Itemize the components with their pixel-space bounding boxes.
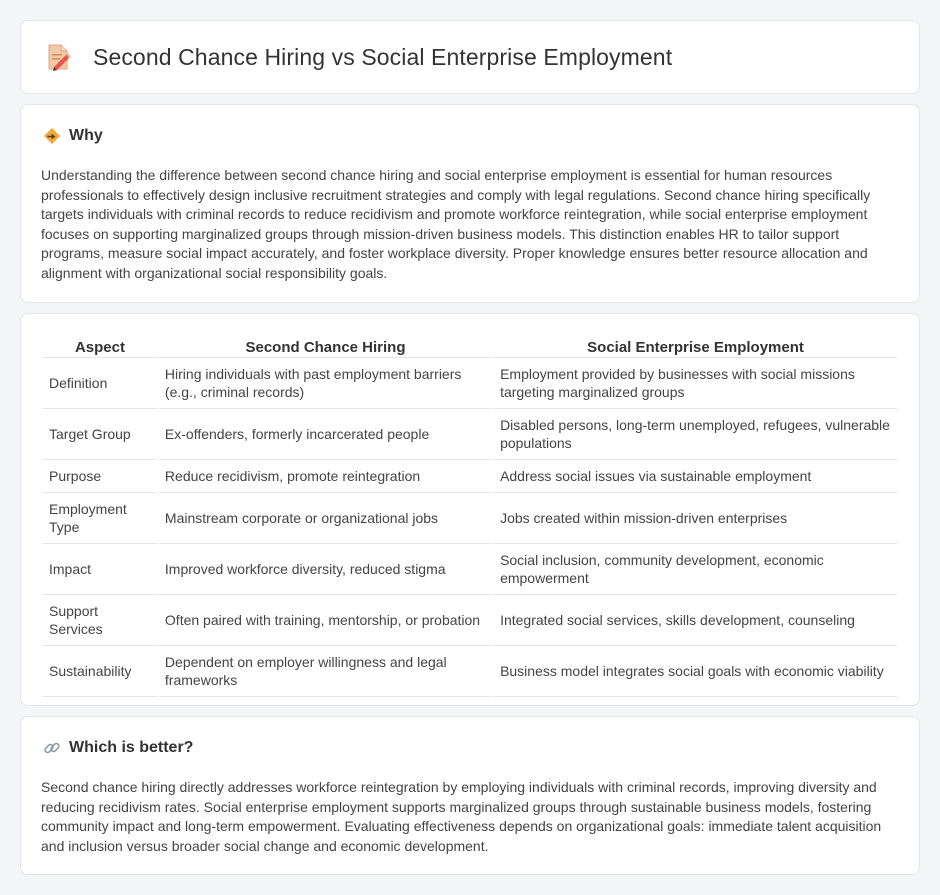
better-text: Second chance hiring directly addresses workforce reintegration by employing individuals with criminal records, improving diversity and reducing recidivism rates. Social enterprise employment supports marginalized groups through sustainable business models, fostering community impact and long-term empowerment. Evaluating effectiveness depends on organizational goals: immediate talent acquisition and inclusion versus broader social change and economic development.: [41, 779, 882, 854]
social-enterprise-cell: Address social issues via sustainable employment: [494, 460, 897, 493]
social-enterprise-cell: Social inclusion, community development, economic empowerment: [494, 544, 897, 595]
social-enterprise-cell: Jobs created within mission-driven enterprises: [494, 493, 897, 544]
second-chance-cell: Improved workforce diversity, reduced stigma: [159, 544, 492, 595]
second-chance-cell: Dependent on employer willingness and legal frameworks: [159, 646, 492, 697]
aspect-cell: Support Services: [43, 595, 157, 646]
table-row: [43, 460, 897, 493]
table-row: [43, 358, 897, 409]
why-title: Why: [69, 127, 103, 144]
table-header-row: [43, 334, 897, 358]
social-enterprise-cell: Business model integrates social goals with economic viability: [494, 646, 897, 697]
social-enterprise-cell: Employment provided by businesses with social missions targeting marginalized groups: [494, 358, 897, 409]
header-aspect: Aspect: [43, 334, 157, 358]
comparison-table: [41, 334, 899, 697]
second-chance-cell: Often paired with training, mentorship, or probation: [159, 595, 492, 646]
header-social-enterprise: Social Enterprise Employment: [494, 334, 897, 358]
aspect-cell: Sustainability: [43, 646, 157, 697]
title-card: [20, 20, 920, 94]
table-row: [43, 544, 897, 595]
aspect-cell: Target Group: [43, 409, 157, 460]
better-section: [20, 716, 920, 875]
social-enterprise-cell: Disabled persons, long-term unemployed, refugees, vulnerable populations: [494, 409, 897, 460]
aspect-cell: Purpose: [43, 460, 157, 493]
why-heading: [43, 127, 103, 145]
second-chance-cell: Reduce recidivism, promote reintegration: [159, 460, 492, 493]
social-enterprise-cell: Integrated social services, skills development, counseling: [494, 595, 897, 646]
better-title: Which is better?: [69, 739, 194, 756]
why-section: [20, 104, 920, 303]
table-row: [43, 646, 897, 697]
table-row: [43, 409, 897, 460]
header-second-chance: Second Chance Hiring: [159, 334, 492, 358]
link-icon: [43, 739, 61, 757]
better-heading: [43, 739, 193, 757]
page-title: Second Chance Hiring vs Social Enterprise Employment: [93, 43, 673, 70]
aspect-cell: Impact: [43, 544, 157, 595]
comparison-section: [20, 313, 920, 706]
second-chance-cell: Mainstream corporate or organizational jobs: [159, 493, 492, 544]
table-row: [43, 595, 897, 646]
second-chance-cell: Hiring individuals with past employment barriers (e.g., criminal records): [159, 358, 492, 409]
second-chance-cell: Ex-offenders, formerly incarcerated people: [159, 409, 492, 460]
document-pencil-icon: [45, 43, 71, 71]
diamond-signpost-icon: [43, 127, 61, 145]
why-text: Understanding the difference between second chance hiring and social enterprise employment is essential for human resources professionals to effectively design inclusive recruitment strategies and comply with legal regulations. Second chance hiring specifically targets individuals with criminal records to reduce recidivism and promote workforce reintegration, while social enterprise employment focuses on supporting marginalized groups through mission-driven business models. This distinction enables HR to tailor support programs, measure social impact accurately, and foster workplace diversity. Proper knowledge ensures better resource allocation and alignment with organizational social responsibility goals.: [41, 167, 871, 281]
table-row: [43, 493, 897, 544]
title-row: [45, 43, 672, 71]
aspect-cell: Employment Type: [43, 493, 157, 544]
aspect-cell: Definition: [43, 358, 157, 409]
